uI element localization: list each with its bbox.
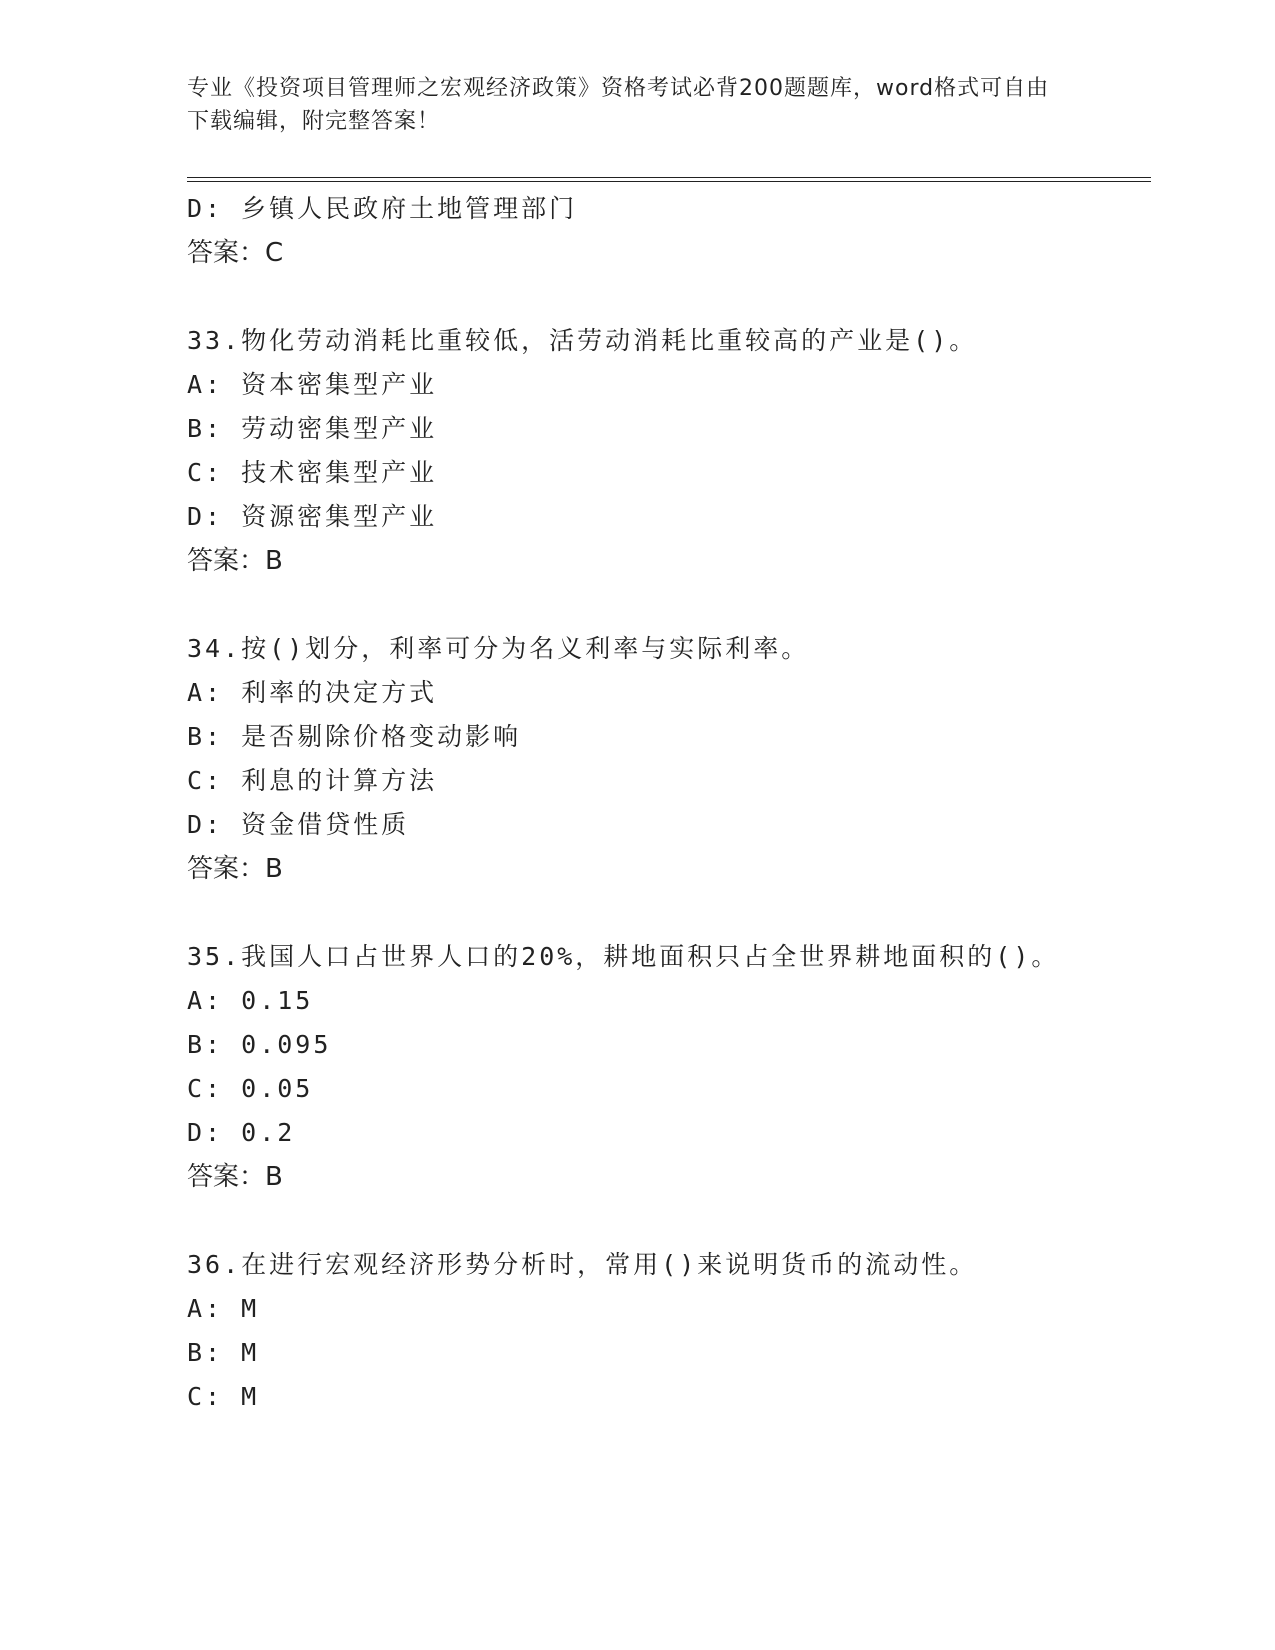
question-34-stem: 34.按()划分，利率可分为名义利率与实际利率。 <box>187 634 810 663</box>
question-36-option-a: A: M <box>187 1294 260 1323</box>
question-34-answer: 答案：B <box>187 854 283 884</box>
question-35-answer: 答案：B <box>187 1162 283 1192</box>
question-36-option-c: C: M <box>187 1382 260 1411</box>
answer-q32: 答案：C <box>187 238 284 268</box>
option-d-q32: D: 乡镇人民政府土地管理部门 <box>187 194 578 223</box>
header-rule-bottom <box>187 181 1151 182</box>
question-33-option-b: B: 劳动密集型产业 <box>187 414 438 443</box>
question-35-stem: 35.我国人口占世界人口的20%，耕地面积只占全世界耕地面积的()。 <box>187 942 1060 971</box>
question-34-option-c: C: 利息的计算方法 <box>187 766 438 795</box>
document-header: 专业《投资项目管理师之宏观经济政策》资格考试必背200题题库，word格式可自由下载编辑，附完整答案！ <box>187 76 1050 134</box>
question-33-option-a: A: 资本密集型产业 <box>187 370 438 399</box>
header-rule-top <box>187 177 1151 178</box>
question-33-option-c: C: 技术密集型产业 <box>187 458 438 487</box>
question-35-option-a: A: 0.15 <box>187 986 314 1015</box>
question-33-stem: 33.物化劳动消耗比重较低，活劳动消耗比重较高的产业是()。 <box>187 326 978 355</box>
question-33-option-d: D: 资源密集型产业 <box>187 502 438 531</box>
question-35-option-b: B: 0.095 <box>187 1030 332 1059</box>
question-33-answer: 答案：B <box>187 546 283 576</box>
question-36-option-b: B: M <box>187 1338 260 1367</box>
question-35-option-c: C: 0.05 <box>187 1074 314 1103</box>
question-34-option-a: A: 利率的决定方式 <box>187 678 438 707</box>
question-34-option-d: D: 资金借贷性质 <box>187 810 410 839</box>
question-35-option-d: D: 0.2 <box>187 1118 296 1147</box>
question-34-option-b: B: 是否剔除价格变动影响 <box>187 722 522 751</box>
question-36-stem: 36.在进行宏观经济形势分析时，常用()来说明货币的流动性。 <box>187 1250 978 1279</box>
